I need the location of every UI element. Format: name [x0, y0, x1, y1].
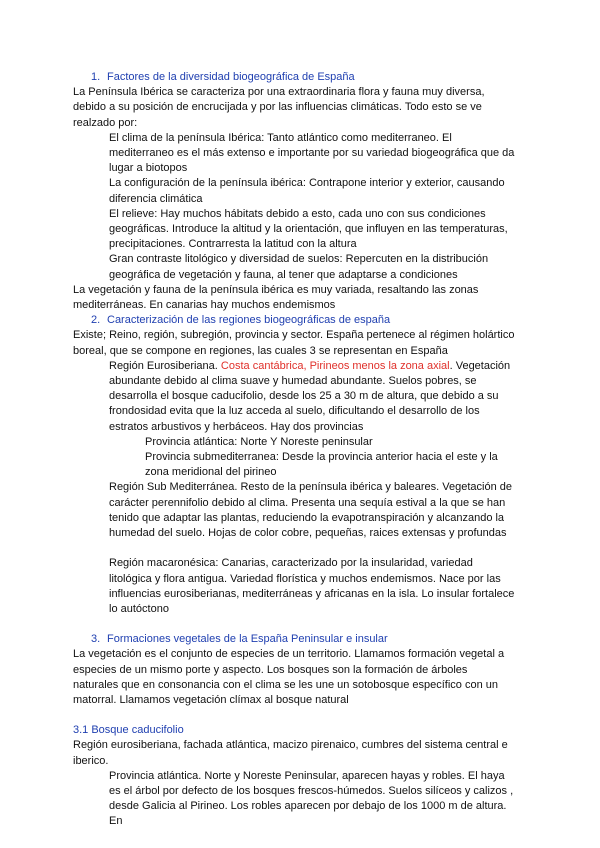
provincia-submediterranea: Provincia submediterranea: Desde la provincia anterior hacia el este y la zona meridional del pirineo [145, 451, 498, 479]
factor-litologia: Gran contraste litológico y diversidad de suelos: Repercuten en la distribución geográfica de vegetación y fauna, al tener que adaptarse a condiciones [109, 253, 489, 281]
document-page [73, 70, 515, 830]
section-3-number: 3. [91, 633, 101, 646]
section-1-heading [73, 70, 515, 85]
factor-clima: El clima de la península Ibérica: Tanto atlántico como mediterraneo. El mediterraneo es el más extenso e importante por su variedad biogeográfica que da lugar a biotopos [109, 131, 515, 175]
factor-relieve: El relieve: Hay muchos hábitats debido a esto, cada uno con sus condiciones geográficas. Introduce la altitud y la orientación, que influyen en las temperaturas, precipitaciones. Contrarresta la latitud con la altura [109, 207, 508, 251]
section-2-number: 2. [91, 314, 101, 327]
section-3-heading [73, 632, 515, 647]
section-3-1-intro: Región eurosiberiana, fachada atlántica, macizo pirenaico, cumbres del sistema central e iberico. [73, 739, 508, 767]
section-2-intro: Existe; Reino, región, subregión, provincia y sector. España pertenece al régimen holártico boreal, que se compone en regiones, las cuales 3 se representan en España [73, 329, 515, 357]
factor-configuracion: La configuración de la península ibérica: Contrapone interior y exterior, causando diferencia climática [109, 177, 505, 205]
section-3-1-heading: 3.1 Bosque caducifolio [73, 724, 184, 737]
region-sub-mediterranea: Región Sub Mediterránea. Resto de la península ibérica y baleares. Vegetación de carácter perennifolio debido al clima. Presenta una sequía estival a la que se han tenido que adaptar las plantas, reduciendo la evapotranspiración y alcanzando la humedad del suelo. Hojas de color cobre, pequeñas, raices extensas y profundas [109, 481, 512, 540]
section-2-title: Caracterización de las regiones biogeográficas de españa [107, 314, 391, 327]
region-eurosiberiana [73, 359, 515, 435]
spacer [73, 617, 515, 632]
section-2-heading [73, 313, 515, 328]
region-eurosiberiana-highlight: Costa cantábrica, Pirineos menos la zona axial [220, 359, 450, 372]
provincia-atlantica: Provincia atlántica: Norte Y Noreste peninsular [145, 435, 373, 448]
section-3-intro: La vegetación es el conjunto de especies de un territorio. Llamamos formación vegetal a especies de un mismo porte y aspecto. Los bosques son la formación de árboles naturales que en consonancia con el clima se les une un sotobosque específico con un matorral. Llamamos vegetación clímax al bosque natural [73, 648, 505, 706]
region-macaronesica: Región macaronésica: Canarias, caracterizado por la insularidad, variedad litológica y flora antigua. Variedad florística y muchos endemismos. Nace por las influencias eurosiberianas, mediterráneas y africanas en la isla. Lo insular fortalece lo autóctono [109, 557, 515, 615]
section-1-closing: La vegetación y fauna de la península ibérica es muy variada, resaltando las zonas mediterráneas. En canarias hay muchos endemismos [73, 283, 479, 312]
section-1-number: 1. [91, 71, 101, 83]
spacer [73, 541, 515, 556]
region-eurosiberiana-text: . Vegetación abundante debido al clima suave y humedad abundante. Suelos pobres, se desarrolla el bosque caducifolio, desde los 25 a 30 m de altura, que debido a su frondosidad evita que la luz acceda al suelo, dificultando el desarrollo de los estratos arbustivos y herbáceos. Hay dos provincias [109, 359, 511, 433]
region-eurosiberiana-label: Región Eurosiberiana. [109, 359, 218, 372]
provincia-atlantica-bosque: Provincia atlántica. Norte y Noreste Peninsular, aparecen hayas y robles. El haya es el árbol por defecto de los bosques frescos-húmedos. Suelos silíceos y calizos , desde Galicia al Pirineo. Los robles aparecen por debajo de los 1000 m de altura. En [109, 769, 514, 828]
section-3-title: Formaciones vegetales de la España Peninsular e insular [107, 633, 388, 646]
section-1-intro: La Península Ibérica se caracteriza por una extraordinaria flora y fauna muy diversa, debido a su posición de encrucijada y por las influencias climáticas. Todo esto se ve realzado por: [73, 86, 485, 129]
section-1-title: Factores de la diversidad biogeográfica de España [107, 71, 355, 83]
spacer [73, 708, 515, 723]
